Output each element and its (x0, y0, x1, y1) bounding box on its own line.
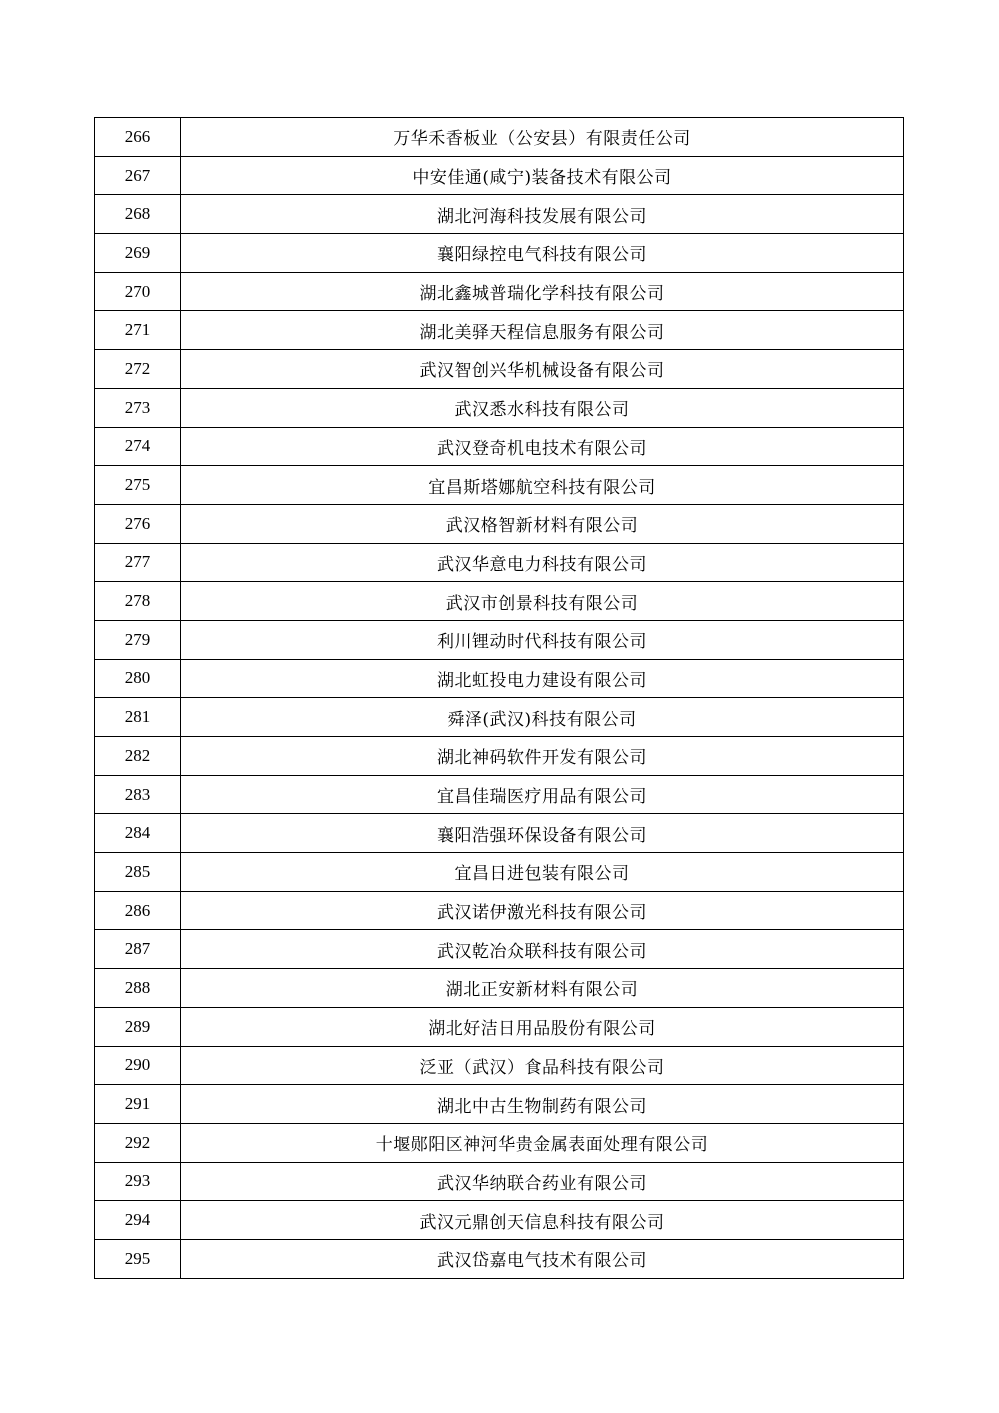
row-number-cell: 278 (95, 582, 181, 621)
table-row (95, 543, 904, 582)
company-name-cell: 万华禾香板业（公安县）有限责任公司 (181, 118, 904, 157)
row-number-cell: 288 (95, 969, 181, 1008)
row-number-cell: 295 (95, 1239, 181, 1278)
row-number-cell: 291 (95, 1085, 181, 1124)
row-number-cell: 283 (95, 775, 181, 814)
company-name-cell: 武汉智创兴华机械设备有限公司 (181, 350, 904, 389)
table-row (95, 853, 904, 892)
table-row (95, 195, 904, 234)
table-row (95, 775, 904, 814)
table-row (95, 1162, 904, 1201)
table-row (95, 350, 904, 389)
company-name-cell: 宜昌佳瑞医疗用品有限公司 (181, 775, 904, 814)
company-name-cell: 湖北河海科技发展有限公司 (181, 195, 904, 234)
company-name-cell: 武汉岱嘉电气技术有限公司 (181, 1239, 904, 1278)
company-name-cell: 宜昌斯塔娜航空科技有限公司 (181, 466, 904, 505)
row-number-cell: 281 (95, 698, 181, 737)
company-name-cell: 武汉市创景科技有限公司 (181, 582, 904, 621)
table-row (95, 1007, 904, 1046)
table-row (95, 1085, 904, 1124)
table-row (95, 891, 904, 930)
company-name-cell: 武汉华纳联合药业有限公司 (181, 1162, 904, 1201)
company-name-cell: 武汉悉水科技有限公司 (181, 388, 904, 427)
row-number-cell: 280 (95, 659, 181, 698)
table-row (95, 930, 904, 969)
row-number-cell: 274 (95, 427, 181, 466)
row-number-cell: 287 (95, 930, 181, 969)
company-name-cell: 武汉格智新材料有限公司 (181, 504, 904, 543)
company-name-cell: 湖北好洁日用品股份有限公司 (181, 1007, 904, 1046)
company-name-cell: 襄阳绿控电气科技有限公司 (181, 234, 904, 273)
table-row (95, 737, 904, 776)
company-table-body (95, 118, 904, 1279)
table-row (95, 1123, 904, 1162)
row-number-cell: 279 (95, 620, 181, 659)
table-row (95, 156, 904, 195)
table-row (95, 118, 904, 157)
company-name-cell: 泛亚（武汉）食品科技有限公司 (181, 1046, 904, 1085)
row-number-cell: 268 (95, 195, 181, 234)
row-number-cell: 290 (95, 1046, 181, 1085)
table-row (95, 1239, 904, 1278)
row-number-cell: 285 (95, 853, 181, 892)
table-row (95, 620, 904, 659)
row-number-cell: 270 (95, 272, 181, 311)
company-name-cell: 襄阳浩强环保设备有限公司 (181, 814, 904, 853)
company-name-cell: 武汉华意电力科技有限公司 (181, 543, 904, 582)
company-name-cell: 中安佳通(咸宁)装备技术有限公司 (181, 156, 904, 195)
table-row (95, 234, 904, 273)
table-row (95, 969, 904, 1008)
table-row (95, 1201, 904, 1240)
row-number-cell: 275 (95, 466, 181, 505)
table-row (95, 582, 904, 621)
row-number-cell: 272 (95, 350, 181, 389)
table-row (95, 814, 904, 853)
table-row (95, 698, 904, 737)
row-number-cell: 284 (95, 814, 181, 853)
table-row (95, 466, 904, 505)
row-number-cell: 286 (95, 891, 181, 930)
company-name-cell: 舜泽(武汉)科技有限公司 (181, 698, 904, 737)
company-list-table (94, 117, 904, 1279)
row-number-cell: 294 (95, 1201, 181, 1240)
row-number-cell: 266 (95, 118, 181, 157)
company-name-cell: 湖北虹投电力建设有限公司 (181, 659, 904, 698)
table-row (95, 504, 904, 543)
row-number-cell: 289 (95, 1007, 181, 1046)
company-name-cell: 宜昌日进包装有限公司 (181, 853, 904, 892)
company-name-cell: 利川锂动时代科技有限公司 (181, 620, 904, 659)
company-name-cell: 湖北美驿天程信息服务有限公司 (181, 311, 904, 350)
row-number-cell: 273 (95, 388, 181, 427)
row-number-cell: 292 (95, 1123, 181, 1162)
table-row (95, 311, 904, 350)
company-name-cell: 湖北中古生物制药有限公司 (181, 1085, 904, 1124)
company-name-cell: 湖北鑫城普瑞化学科技有限公司 (181, 272, 904, 311)
company-name-cell: 十堰郧阳区神河华贵金属表面处理有限公司 (181, 1123, 904, 1162)
company-name-cell: 湖北神码软件开发有限公司 (181, 737, 904, 776)
table-row (95, 1046, 904, 1085)
row-number-cell: 276 (95, 504, 181, 543)
row-number-cell: 293 (95, 1162, 181, 1201)
company-name-cell: 武汉诺伊激光科技有限公司 (181, 891, 904, 930)
row-number-cell: 267 (95, 156, 181, 195)
company-name-cell: 武汉登奇机电技术有限公司 (181, 427, 904, 466)
row-number-cell: 282 (95, 737, 181, 776)
row-number-cell: 269 (95, 234, 181, 273)
company-name-cell: 武汉乾冶众联科技有限公司 (181, 930, 904, 969)
row-number-cell: 277 (95, 543, 181, 582)
table-row (95, 659, 904, 698)
company-name-cell: 湖北正安新材料有限公司 (181, 969, 904, 1008)
company-name-cell: 武汉元鼎创天信息科技有限公司 (181, 1201, 904, 1240)
table-row (95, 388, 904, 427)
table-row (95, 427, 904, 466)
table-row (95, 272, 904, 311)
row-number-cell: 271 (95, 311, 181, 350)
